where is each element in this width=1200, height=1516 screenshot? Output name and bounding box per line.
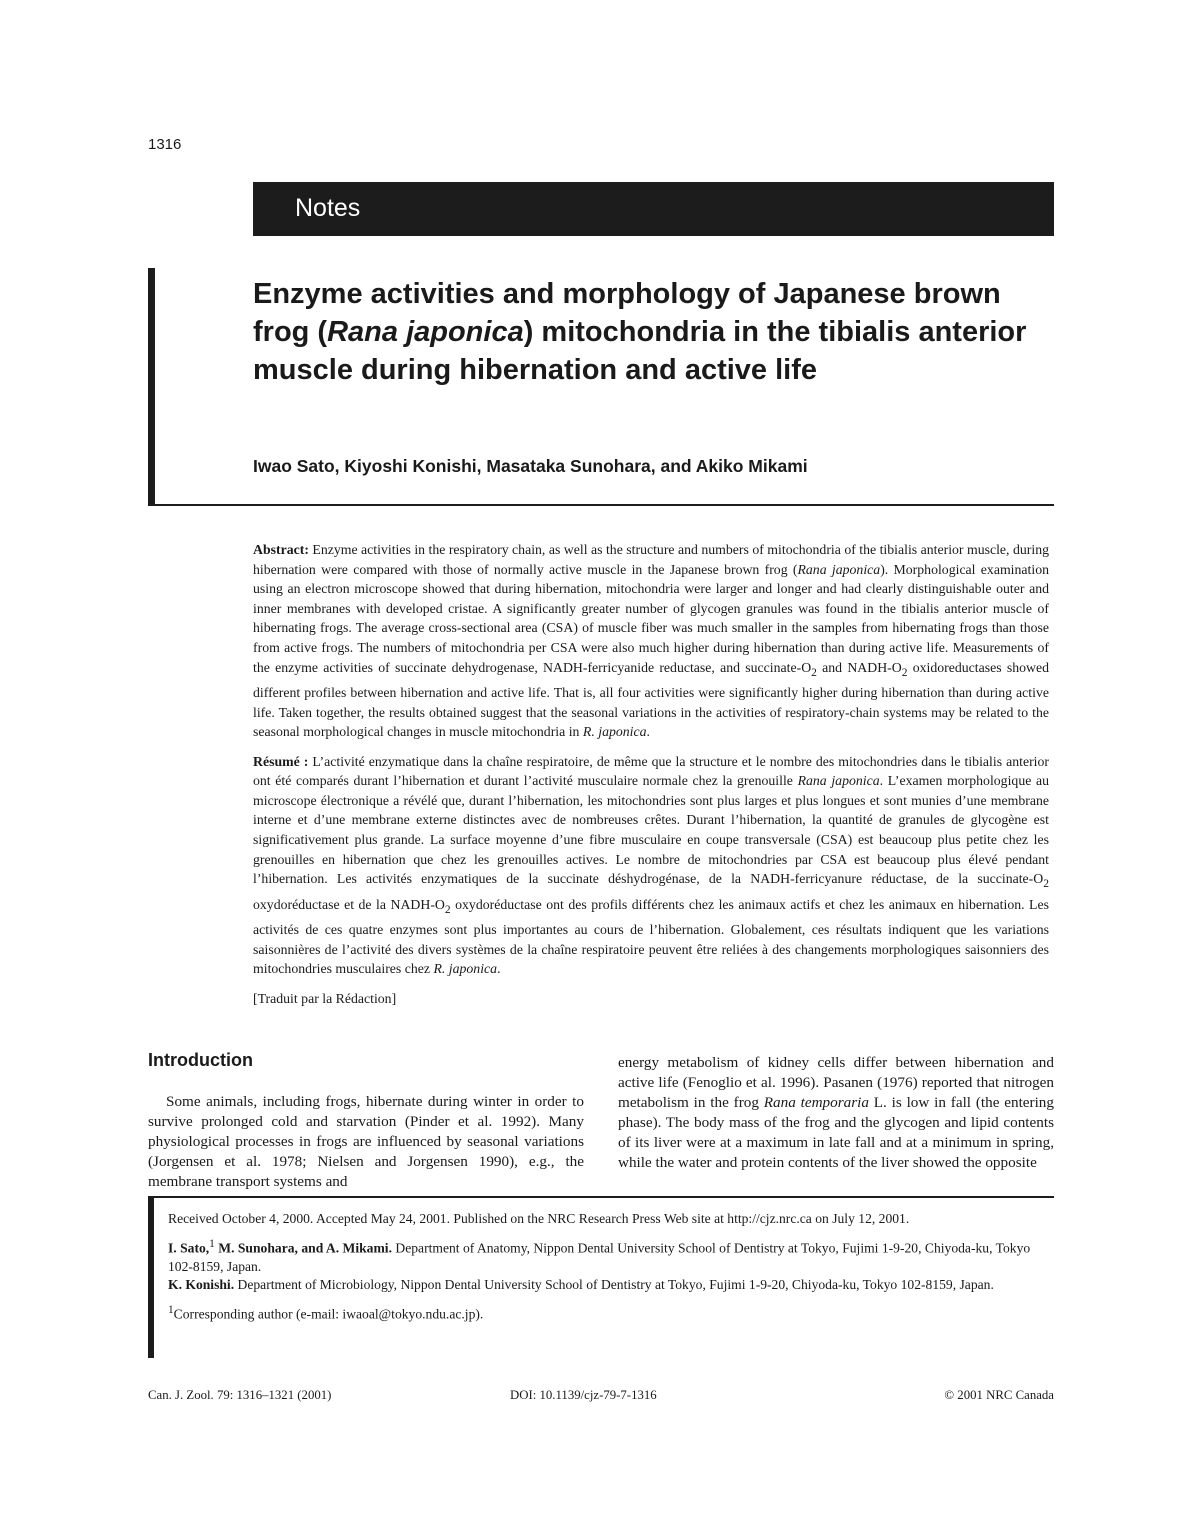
title-part2: ) mitochondria in the tibialis anterior muscle during hibernation and active life xyxy=(253,316,1027,386)
introduction-heading: Introduction xyxy=(148,1050,253,1070)
introduction-column-right xyxy=(618,1053,1054,1173)
section-label: Notes xyxy=(295,194,361,222)
affiliation-1 xyxy=(168,1235,1044,1277)
introduction-text: energy metabolism of kidney cells differ between hibernation and active life (Fenoglio et al. 1996). Pasanen (1976) reported that nitrogen metabolism in the frog xyxy=(618,1054,1054,1111)
resume-subscript: 2 xyxy=(1043,878,1049,890)
resume-species: R. japonica xyxy=(433,961,498,977)
journal-citation: Can. J. Zool. 79: 1316–1321 (2001) xyxy=(148,1388,332,1402)
abstract-block xyxy=(253,540,1049,1018)
corresponding-author-text: Corresponding author (e-mail: iwaoal@tokyo.ndu.ac.jp). xyxy=(173,1306,484,1322)
affiliation-text: Department of Microbiology, Nippon Dental University School of Dentistry at Tokyo, Fujimi 1-9-20, Chiyoda-ku, Tokyo 102-8159, Japan. xyxy=(234,1277,994,1293)
abstract-subscript: 2 xyxy=(901,666,908,679)
resume xyxy=(253,752,1049,979)
resume-text: oxydoréductase ont des profils différents chez les animaux actifs et chez les animaux en hibernation. Les activités de ces quatre enzymes sont plus importantes au cours de l’hibernation. Globalement, ces résultats indiquent que les variations saisonnières de l’activité des divers systèmes de la chaîne respiratoire peuvent être reliées à des changements morphologiques saisonniers des mitochondries musculaires chez xyxy=(253,896,1049,977)
introduction-species: Rana temporaria xyxy=(763,1094,869,1111)
affiliation-names: K. Konishi. xyxy=(168,1277,235,1293)
title-species: Rana japonica xyxy=(327,316,524,348)
abstract-text: oxidoreductases showed different profiles between hibernation and active life. That is, all four activities were significantly higher during hibernation than during active life. Taken together, the results obtained suggest that the seasonal variations in the activities of respiratory-chain systems may be related to the seasonal morphological changes in muscle mitochondria in xyxy=(253,659,1049,740)
resume-text: L’activité enzymatique dans la chaîne respiratoire, de même que la structure et le nombre des mitochondries dans le tibialis anterior ont été comparés durant l’hibernation et durant l’activité musculaire normale chez la grenouille xyxy=(253,753,1049,789)
copyright: © 2001 NRC Canada xyxy=(944,1388,1054,1402)
abstract xyxy=(253,540,1049,742)
author-list: Iwao Sato, Kiyoshi Konishi, Masataka Sunohara, and Akiko Mikami xyxy=(253,456,808,476)
resume-species: Rana japonica xyxy=(797,773,880,789)
resume-label: Résumé : xyxy=(253,753,309,769)
abstract-text: . xyxy=(646,724,650,740)
received-note: Received October 4, 2000. Accepted May 24, 2001. Published on the NRC Research Press Web site at http://cjz.nrc.ca on July 12, 2001. xyxy=(168,1211,910,1226)
footnote-marker: 1 xyxy=(209,1237,215,1250)
introduction-text: L. is low in fall (the entering phase). The body mass of the frog and the glycogen and lipid contents of its liver were at a maximum in late fall and at a minimum in spring, while the water and protein contents of the liver showed the opposite xyxy=(618,1094,1054,1171)
title-divider xyxy=(148,504,1054,506)
doi: DOI: 10.1139/cjz-79-7-1316 xyxy=(510,1388,657,1402)
abstract-subscript: 2 xyxy=(811,666,817,679)
resume-subscript: 2 xyxy=(444,903,451,916)
affiliation-names: M. Sunohara, and A. Mikami. xyxy=(214,1240,392,1256)
abstract-text: and NADH-O xyxy=(816,659,902,675)
abstract-text: ). Morphological examination using an electron microscope showed that during hibernation, mitochondria were larger and longer and had clearly distinguishable outer and inner membranes with developed cristae. A significantly greater number of glycogen granules was found in the tibialis anterior muscle of hibernating frogs. The average cross-sectional area (CSA) of muscle fiber was much smaller in the samples from hibernating frogs than those from active frogs. The numbers of mitochondria per CSA were also much higher during hibernation than during active life. Measurements of the enzyme activities of succinate dehydrogenase, NADH-ferricyanide reductase, and succinate-O xyxy=(253,561,1050,675)
abstract-label: Abstract: xyxy=(253,542,309,557)
resume-text: . L’examen morphologique au microscope électronique a révélé que, durant l’hibernation, les mitochondries sont plus larges et plus longues et sont munies d’une membrane interne et d’une membrane externe distinctes avec de nombreuses crêtes. Durant l’hibernation, la quantité de granules de glycogène est significativement plus grande. La surface moyenne d’une fibre musculaire en coupe transversale (CSA) est beaucoup plus petite chez les grenouilles en hibernation que chez les grenouilles actives. Le nombre de mitochondries par CSA est beaucoup plus élevé pendant l’hibernation. Les activités enzymatiques de la succinate déshydrogénase, de la NADH-ferricyanure réductase, de la succinate-O xyxy=(253,773,1050,887)
corresponding-author-note xyxy=(168,1301,1044,1324)
footnote-accent-bar xyxy=(148,1196,154,1358)
affiliation-names: I. Sato, xyxy=(168,1240,210,1256)
affiliation-text: Department of Anatomy, Nippon Dental University School of Dentistry at Tokyo, Fujimi 1-9-20, Chiyoda-ku, Tokyo 102-8159, Japan. xyxy=(168,1240,1031,1274)
affiliation-2 xyxy=(168,1276,1044,1295)
abstract-species: R. japonica xyxy=(582,724,647,740)
page-number: 1316 xyxy=(148,136,182,153)
abstract-text: Enzyme activities in the respiratory chain, as well as the structure and numbers of mitochondria of the tibialis anterior muscle, during hibernation were compared with those of normally active muscle in the Japanese brown frog ( xyxy=(253,542,1049,577)
abstract-species: Rana japonica xyxy=(797,561,881,577)
article-title xyxy=(253,275,1043,389)
section-banner xyxy=(253,182,1054,236)
resume-text: oxydoréductase et de la NADH-O xyxy=(253,896,445,912)
title-part1: Enzyme activities and morphology of Japanese brown frog ( xyxy=(253,278,1001,348)
footnote-marker: 1 xyxy=(168,1303,174,1316)
introduction-column-left: Some animals, including frogs, hibernate during winter in order to survive prolonged cold and starvation (Pinder et al. 1992). Many physiological processes in frogs are influenced by seasonal variations (Jorgensen et al. 1978; Nielsen and Jorgensen 1990), e.g., the membrane transport systems and xyxy=(148,1093,584,1190)
resume-text: . xyxy=(497,961,501,977)
translation-note: [Traduit par la Rédaction] xyxy=(253,990,397,1006)
footnotes xyxy=(168,1210,1044,1330)
title-accent-bar xyxy=(148,268,155,506)
